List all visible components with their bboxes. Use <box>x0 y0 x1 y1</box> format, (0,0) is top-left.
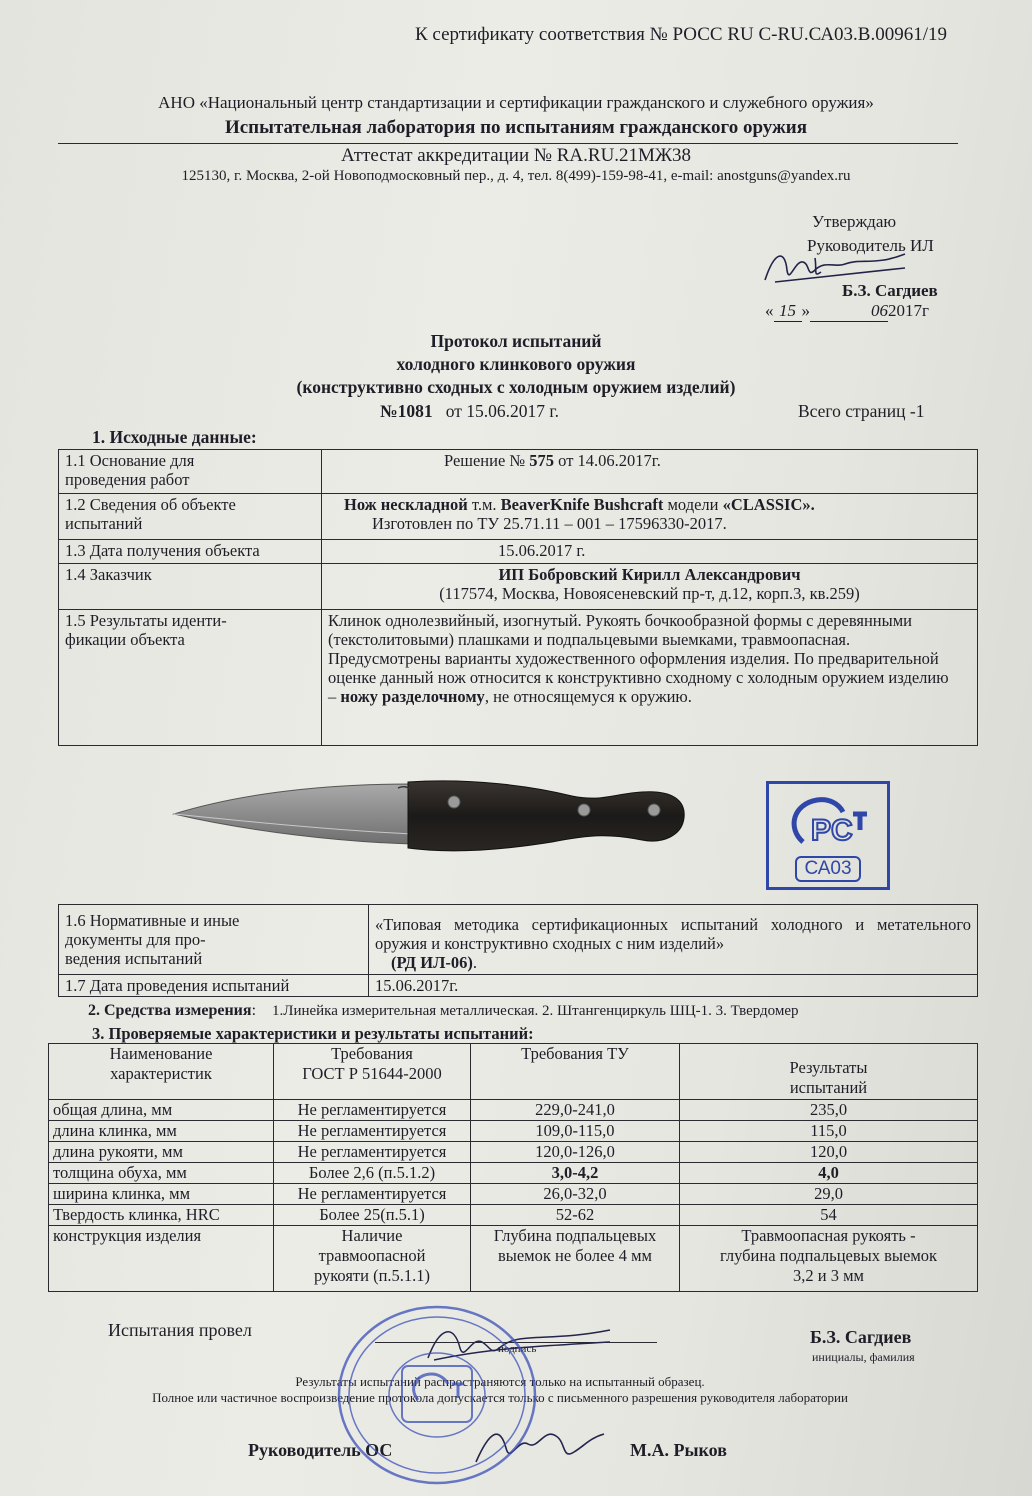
cell: 229,0-241,0 <box>471 1100 680 1121</box>
section3-heading: 3. Проверяемые характеристики и результаты испытаний: <box>92 1024 534 1043</box>
protocol-number: №1081 <box>380 401 433 421</box>
row-key: 1.7 Дата проведения испытаний <box>59 975 369 997</box>
row-key: 1.2 Сведения об объекте испытаний <box>59 494 322 540</box>
head-os-label: Руководитель ОС <box>248 1440 393 1460</box>
note-results-scope: Результаты испытаний распространяются только на испытанный образец. <box>295 1374 705 1389</box>
note-reproduction: Полное или частичное воспроизведение протокола допускается только с письменного разрешения руководителя лаборатории <box>152 1390 848 1405</box>
rst-code: СА03 <box>795 856 861 882</box>
section2-tools: 1.Линейка измерительная металлическая. 2. Штангенциркуль ШЦ-1. 3. Твердомер <box>272 1003 799 1019</box>
row-value: «Типовая методика сертификационных испытаний холодного и метательного оружия и конструктивно сходных с ним изделий» (РД ИЛ-06). <box>369 905 978 975</box>
table-row <box>49 1205 978 1226</box>
certificate-reference: К сертификату соответствия № РОСС RU С-RU.СА03.В.00961/19 <box>415 24 947 45</box>
cell: конструкция изделия <box>49 1226 274 1292</box>
cell: Не регламентируется <box>274 1142 471 1163</box>
section2-heading: 2. Средства измерения <box>88 1002 252 1019</box>
table-row <box>49 1226 978 1292</box>
approver-role: Руководитель ИЛ <box>807 236 934 255</box>
row-value: ИП Бобровский Кирилл Александрович (117574, Москва, Новоясеневский пр-т, д.12, корп.3, кв.259) <box>322 564 978 610</box>
cell: 54 <box>680 1205 978 1226</box>
section1-heading: 1. Исходные данные: <box>92 427 257 447</box>
table-row <box>49 1142 978 1163</box>
table-header-row <box>49 1044 978 1100</box>
column-header: Требования ТУ <box>471 1044 680 1100</box>
date-close-quote: » <box>801 301 810 320</box>
table-row <box>59 975 978 997</box>
table-row <box>59 540 978 564</box>
row-key: 1.1 Основание для проведения работ <box>59 450 322 494</box>
table-row <box>49 1163 978 1184</box>
row-value: Решение № 575 от 14.06.2017г. <box>322 450 978 494</box>
cell: Глубина подпальцевых выемок не более 4 мм <box>471 1226 680 1292</box>
cell: 120,0 <box>680 1142 978 1163</box>
protocol-date: от 15.06.2017 г. <box>445 401 559 421</box>
header-rule <box>58 143 958 144</box>
column-header: Требования ГОСТ Р 51644-2000 <box>274 1044 471 1100</box>
row-value: Нож нескладной т.м. BeaverKnife Bushcraft модели «CLASSIC». Изготовлен по ТУ 25.71.11 – 001 – 17596330-2017. <box>322 494 978 540</box>
cell: Твердость клинка, HRC <box>49 1205 274 1226</box>
cell: Травмоопасная рукоять - глубина подпальцевых выемок 3,2 и 3 мм <box>680 1226 978 1292</box>
table-row <box>49 1121 978 1142</box>
row-value: 15.06.2017 г. <box>322 540 978 564</box>
cell: длина рукояти, мм <box>49 1142 274 1163</box>
cell: 29,0 <box>680 1184 978 1205</box>
date-open-quote: « <box>765 301 774 320</box>
laboratory-seal <box>332 1300 542 1490</box>
svg-text:PC: PC <box>811 814 853 847</box>
address-line: 125130, г. Москва, 2-ой Новоподмосковный пер., д. 4, тел. 8(499)-159-98-41, e-mail: anostguns@yandex.ru <box>181 168 851 184</box>
norms-table <box>58 904 978 997</box>
table-row <box>59 494 978 540</box>
protocol-subtitle: холодного клинкового оружия <box>396 354 636 374</box>
cell: Не регламентируется <box>274 1184 471 1205</box>
cell: 52-62 <box>471 1205 680 1226</box>
cell: 109,0-115,0 <box>471 1121 680 1142</box>
org-name: АНО «Национальный центр стандартизации и сертификации гражданского и служебного оружия» <box>158 93 874 112</box>
row-value: 15.06.2017г. <box>369 975 978 997</box>
cell: общая длина, мм <box>49 1100 274 1121</box>
lab-name: Испытательная лаборатория по испытаниям гражданского оружия <box>224 117 808 138</box>
protocol-title: Протокол испытаний <box>430 331 602 351</box>
name-caption: инициалы, фамилия <box>812 1350 915 1364</box>
approval-day: 15 <box>774 301 802 322</box>
cell: 4,0 <box>680 1163 978 1184</box>
head-os-name: М.А. Рыков <box>630 1440 727 1460</box>
rst-certification-mark <box>766 781 890 890</box>
page-count: Всего страниц -1 <box>798 401 925 421</box>
tested-by-label: Испытания провел <box>108 1320 252 1340</box>
cell: 120,0-126,0 <box>471 1142 680 1163</box>
table-row <box>59 905 978 975</box>
row-key: 1.6 Нормативные и иные документы для про- ведения испытаний <box>59 905 369 975</box>
table-row <box>49 1184 978 1205</box>
section2-line <box>88 1002 799 1020</box>
approval-month: 06 <box>810 301 888 322</box>
cell: 3,0-4,2 <box>471 1163 680 1184</box>
column-header: Результаты испытаний <box>680 1044 978 1100</box>
table-row <box>59 450 978 494</box>
protocol-number-line <box>380 401 559 422</box>
section2-colon: : <box>251 1002 257 1019</box>
cell: Не регламентируется <box>274 1100 471 1121</box>
cell: ширина клинка, мм <box>49 1184 274 1205</box>
results-table <box>48 1043 978 1292</box>
table-row <box>59 610 978 746</box>
row-key: 1.5 Результаты иденти- фикации объекта <box>59 610 322 746</box>
cell: 235,0 <box>680 1100 978 1121</box>
approver-name: Б.З. Сагдиев <box>842 281 938 300</box>
protocol-scope: (конструктивно сходных с холодным оружием изделий) <box>296 377 736 397</box>
cell: Более 2,6 (п.5.1.2) <box>274 1163 471 1184</box>
cell: толщина обуха, мм <box>49 1163 274 1184</box>
row-value: Клинок однолезвийный, изогнутый. Рукоять бочкообразной формы с деревянными (текстолитовыми) плашками и подпальцевыми выемками, травмоопасная. Предусмотрены варианты художественного оформления изделия. По предварительной оценке данный нож относится к конструктивно сходному с холодным оружием изделию – ножу разделочному, не относящемуся к оружию. <box>322 610 978 746</box>
cell: Не регламентируется <box>274 1121 471 1142</box>
approve-label: Утверждаю <box>812 212 897 231</box>
cell: Наличие травмоопасной рукояти (п.5.1.1) <box>274 1226 471 1292</box>
cell: Более 25(п.5.1) <box>274 1205 471 1226</box>
accreditation: Аттестат аккредитации № RA.RU.21МЖ38 <box>341 145 691 166</box>
knife-image <box>172 774 692 864</box>
row-key: 1.4 Заказчик <box>59 564 322 610</box>
table-row <box>59 564 978 610</box>
approval-date <box>765 301 929 322</box>
cell: 115,0 <box>680 1121 978 1142</box>
cell: 26,0-32,0 <box>471 1184 680 1205</box>
column-header: Наименование характеристик <box>49 1044 274 1100</box>
table-row <box>49 1100 978 1121</box>
row-key: 1.3 Дата получения объекта <box>59 540 322 564</box>
cell: длина клинка, мм <box>49 1121 274 1142</box>
approval-year: 2017г <box>888 301 929 320</box>
tester-name: Б.З. Сагдиев <box>810 1327 912 1347</box>
signature-caption: подпись <box>498 1343 537 1355</box>
source-data-table <box>58 449 978 746</box>
